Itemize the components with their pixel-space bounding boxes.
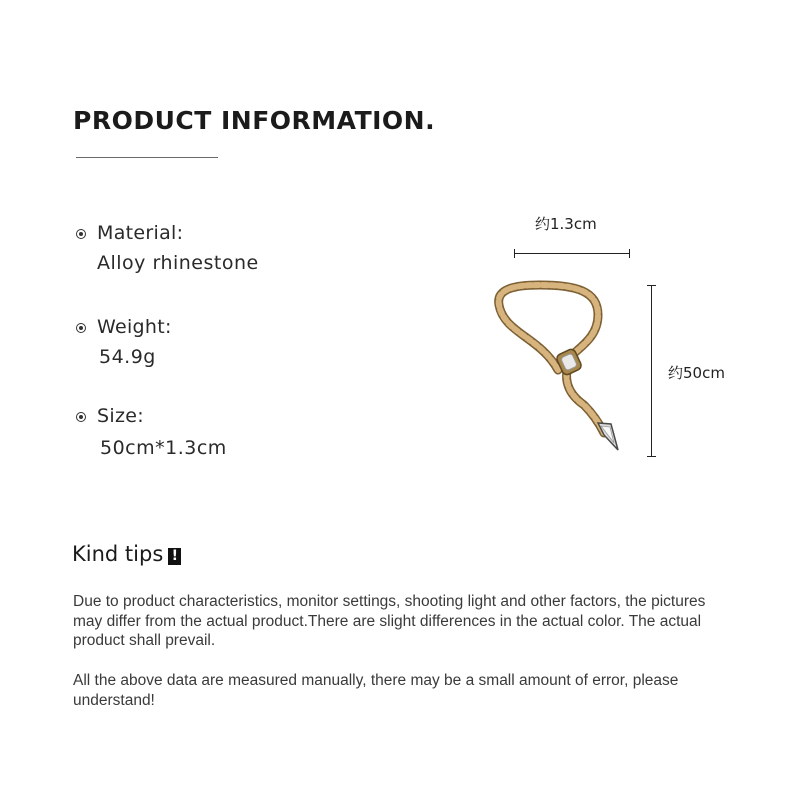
- page-title: PRODUCT INFORMATION.: [73, 106, 436, 135]
- length-dimension-label: 约50cm: [668, 364, 725, 382]
- bullet-icon: [76, 412, 86, 422]
- width-dimension-line: [514, 253, 630, 254]
- length-dimension-line: [651, 285, 652, 457]
- spec-label: Material:: [97, 222, 184, 244]
- spec-label: Size:: [97, 405, 144, 427]
- exclamation-icon: !: [168, 548, 181, 565]
- disclaimer-paragraph: Due to product characteristics, monitor settings, shooting light and other factors, the pictures may differ from the actual product.There are slight differences in the actual color. The actual product shall prevail.: [73, 593, 706, 649]
- spec-value: 54.9g: [99, 346, 156, 368]
- kind-tips-title: Kind tips: [72, 542, 164, 566]
- title-divider: [76, 157, 218, 158]
- kind-tips-heading: [72, 542, 181, 566]
- bullet-icon: [76, 229, 86, 239]
- spec-value: 50cm*1.3cm: [100, 437, 227, 459]
- chain-loop-links: [499, 285, 598, 370]
- spec-label: Weight:: [97, 316, 172, 338]
- spec-value: Alloy rhinestone: [97, 252, 259, 274]
- measurement-note-paragraph: All the above data are measured manually, there may be a small amount of error, please understand!: [73, 672, 679, 709]
- width-dimension-label: 约1.3cm: [535, 215, 597, 233]
- bullet-icon: [76, 323, 86, 333]
- snake-necklace-image: [480, 275, 640, 460]
